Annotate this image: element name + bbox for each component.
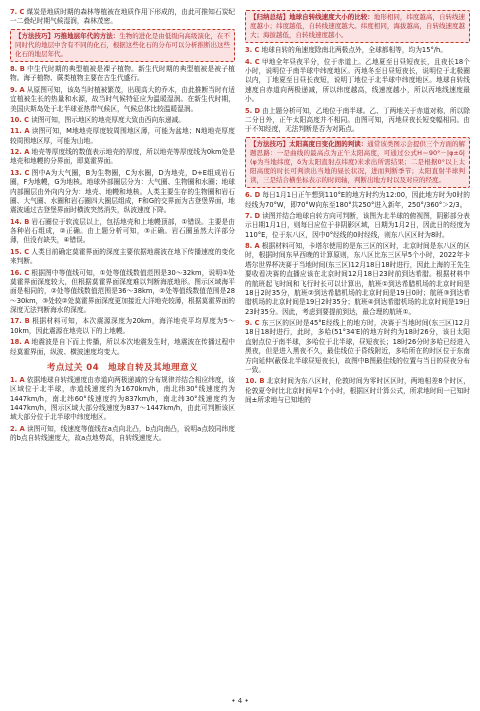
answer-explanation: 依据地球自转线速度由赤道向两极递减的分布规律并结合相应纬度，该区域位于北半球，赤道线速度约为1670km/h，南北纬30°线速度约为1447km/h，南北纬60°线速度约为837km/h，南北纬30°线速度约为1447km/h，图示区域大部分线速度为837～1447km/h，由此可判断该区域大部分位于北半球中纬度地区。 bbox=[10, 375, 235, 422]
answer-explanation: 煤炭是地质时期的森林等植被在地质作用下形成的，由此可推知石炭纪一二叠纪时期气候湿润，森林茂密。 bbox=[10, 8, 235, 26]
answer-explanation: 读图并结合地球自转方向可判断，该图为北半球的俯视图，阴影部分表示日期1月1日，则每日应位于非阴影区域，日期为1月2日，因此日的经度为110°E，位于东八区，因中0°经线的0时经线，则东八区区时为8时。 bbox=[245, 211, 470, 239]
answer-item bbox=[10, 376, 235, 423]
answer-explanation: 读图可知，图示地区的地壳厚度大致由西向东递减。 bbox=[31, 115, 185, 124]
answer-number: 10. C bbox=[10, 115, 30, 124]
answer-explanation: 甲地全年昼夜平分，位于赤道上。乙地夏至日昼短夜长，且夜长18个小时，说明位于南半球中纬度地区。丙地冬至日昼短夜长，说明位于北极圈以内，丁地夏至日昼长夜短，说明丁地位于北半球中纬度地区。地球自转线速度自赤道向两极递减，所以纬度越高，线速度越小，所以丙地线速度最小。 bbox=[245, 57, 470, 104]
tip-text: 地形相同，纬度越高，自转线速度越小；纬度越低，自转线速度越大。纬度相同，海拔越高，自转线速度越大；海拔越低，自转线速度越小。 bbox=[250, 13, 465, 40]
tip-box bbox=[10, 29, 235, 62]
answer-explanation: 北京时间为东八区时，伦敦时间为零时区区时，两地相差8个时区，伦敦夏令时比北京时间早1个小时，根据区时计算公式，所求地时间一已知时间±所求地与已知地的 bbox=[245, 377, 470, 404]
answer-number: 1. A bbox=[10, 375, 25, 384]
answer-item bbox=[10, 65, 235, 84]
answer-explanation: 中生代时期的典型植被是裸子植物。新生代时期的典型植被是被子植物。海子植物、蕨类植物主要在古生代盛行。 bbox=[10, 65, 235, 83]
answer-explanation: 图中A为大气圈，B为生物圈，C为水圈，D为地壳，D+E组成岩石圈，F为地幔，G为地核。地球外部圈层分为：大气圈、生物圈和水圈；地球内部圈层由外向内分为：地壳、地幔和地核。人类主要生存的生物圈和岩石圈、大气圈、水圈和岩石圈四大圈层组成，F和G的交界面为古登堡界面，地震波通过古登堡界面时横波突然消失，纵波速度下降。 bbox=[10, 168, 235, 215]
answer-number: 8. B bbox=[10, 65, 25, 74]
answer-number: 11. A bbox=[10, 127, 30, 136]
answer-explanation: 读图可知，M地地壳厚度较周围地区薄，可能为盆地；N地地壳厚度较周围地区厚，可能为山地。 bbox=[10, 127, 235, 145]
answer-number: 9. A bbox=[10, 85, 25, 94]
answer-explanation: 地球自转的角速度除南北两极点外，全球都相等，均为15°/h。 bbox=[261, 46, 447, 55]
answer-explanation: 岩石圈位于软流层以上，包括地壳和上地幔顶部，①错误。主要是由各种岩石组成，②正确。由上题分析可知，③正确。岩石圈虽然大洋部分薄，但没有缺失，④错误。 bbox=[10, 217, 235, 245]
answer-item bbox=[10, 148, 235, 167]
answer-item bbox=[245, 319, 470, 375]
answer-number: 7. C bbox=[10, 8, 25, 16]
answer-item bbox=[245, 58, 470, 105]
answer-item bbox=[10, 116, 235, 125]
answer-explanation: 地壳等厚度线的数值表示地壳的厚度，所以地壳等厚度线为0km处是地壳和地幔的分界面，即莫霍界面。 bbox=[10, 148, 235, 166]
tip-box bbox=[245, 137, 470, 188]
two-column-layout bbox=[10, 8, 470, 696]
section-heading: 考点过关 04 地球自转及其地理意义 bbox=[46, 362, 199, 373]
right-column bbox=[245, 8, 470, 696]
answer-number: 14. B bbox=[10, 217, 30, 226]
answer-item bbox=[245, 107, 470, 135]
answer-number: 10. B bbox=[245, 377, 265, 386]
answer-number: 13. C bbox=[10, 168, 30, 177]
answer-explanation: 地震波是自下而上传播，所以本次地震发生时，地震波在传播过程中经莫霍界面，纵波、横波速度均变大。 bbox=[10, 338, 235, 356]
tip-title: 【归纳总结】地球自转线速度大小的比较： bbox=[250, 13, 374, 21]
answer-number: 5. D bbox=[245, 106, 261, 115]
answer-explanation: 读图可知，线速度等值线在a点向北凸，b点向南凸，说明a点较同纬度的b点自转线速度大，故a点地势高，自转线速度大。 bbox=[10, 424, 235, 443]
answer-number: 8. A bbox=[245, 242, 260, 250]
answer-number: 3. C bbox=[245, 46, 260, 55]
answer-explanation: 根据材料可知，卡塔尔使用的是东三区的区时，北京时间是东八区的区时，根据时间东早西晚的计算原则，东八区比东三区早5个小时，2022年卡塔尔世界杯决赛于当地时间(东三区)12月18日18时进行，因此上海的王先生要收看决赛的直播应该在北京时间12月18日23时前到达希腊。根据材料中的航班起飞时间和飞行时长可以计算出，航班①到达希腊机场的北京时间是18日2时35分，航班②到达希腊机场的北京时间是19日0时；航班③到达希腊机场的北京时间是19日2时35分；航班④到达希腊机场的北京时间是19日23时35分。因此，考虑到要提前到达，最合理的航班①。 bbox=[245, 242, 470, 316]
answer-item bbox=[245, 377, 470, 405]
answer-number: 12. A bbox=[10, 148, 30, 157]
answer-item bbox=[10, 425, 235, 444]
answer-item bbox=[10, 269, 235, 316]
answer-explanation: 根据材料可知，本次震源深度为20km，海洋地壳平均厚度为5～10km，因此震源在地壳以下的上地幔。 bbox=[10, 317, 235, 335]
answer-number: 4. C bbox=[245, 57, 260, 66]
left-column bbox=[10, 8, 235, 696]
page-number: • 4 • bbox=[231, 697, 249, 705]
answer-item bbox=[10, 8, 235, 27]
answer-explanation: 根据图中等值线可知，①处等值线数值范围是30～32km，说明①处莫霍界面深度较大，但根据莫霍界面深度难以判断海底地形。图示区域海平面是相同的，②处等值线数值范围是36～38km，②处等值线数值范围是28～30km，③处较②处莫霍界面深度更加接近大洋地壳较薄，根据莫霍界面的深度无法判断海水的深度。 bbox=[10, 268, 235, 315]
tip-text: 通常该类图示会提供三个方面的解题思路：一是曲线的最高点为正午太阳高度，可通过公式H＝90°－|φ±δ|(φ为当地纬度，δ为太阳直射点纬度)来求出所需结果；二是根据0°以上太阳高度的时长可判读出当地的昼长状况，进而判断季节；太阳直射半球判读，三是结合横坐标表示的时间轴，判断出地方时以及对应的经度。 bbox=[250, 139, 465, 185]
answer-item bbox=[10, 248, 235, 267]
answer-explanation: 人类目前确定莫霍界面的深度主要依据地震波在地下传播速度的变化来判断。 bbox=[10, 247, 235, 266]
answer-number: 2. A bbox=[10, 424, 25, 433]
answer-number: 17. B bbox=[10, 317, 30, 326]
tip-title: 【方法技巧】太阳高度日变化图的判读： bbox=[250, 139, 368, 148]
tip-text: 生物的进化是由低级向高级演化，在不同时代的地层中含有不同的化石，根据这些化石的分布可以分析推断出这些化石的地层年代。 bbox=[15, 31, 230, 58]
tip-box bbox=[245, 10, 470, 43]
answer-item bbox=[10, 86, 235, 114]
answer-item bbox=[10, 218, 235, 246]
answer-item bbox=[10, 338, 235, 357]
answer-item bbox=[10, 127, 235, 146]
answer-number: 6. D bbox=[245, 191, 261, 200]
answer-item bbox=[10, 169, 235, 216]
answer-item bbox=[245, 212, 470, 240]
answer-number: 15. C bbox=[10, 247, 30, 256]
answer-number: 18. A bbox=[10, 338, 30, 347]
answer-number: 7. D bbox=[245, 211, 261, 220]
answer-number: 9. C bbox=[245, 319, 260, 327]
answer-item bbox=[245, 191, 470, 210]
answer-explanation: 从原图可知，该岛当时植被繁茂，出现高大的乔木，由此推断当时有适宜植被生长的热量和水源，故当时气候特征应为温暖湿润。在新生代时期，美国庆斯岛处于北半球亚热带气候区，气候总体比较温暖湿润。 bbox=[10, 85, 235, 113]
answer-item bbox=[245, 242, 470, 317]
answer-number: 16. C bbox=[10, 268, 30, 277]
answer-item bbox=[10, 317, 235, 336]
answer-explanation: 每日1月1日正午想到110°E的地方时约为12:00，因此地方时为0时的经线为70°W，即70°W向东至180°共250°进入新年，250°/360°＞2/3。 bbox=[245, 191, 470, 209]
answer-explanation: 东三区的区时是45°E经线上的地方时，决赛于当地时间(东三区)12月18日18时进行，此时，多哈(51°34′E)的地方时约为18时26分，该日太阳直射点位于南半球，多哈位于北半球，昼短夜长；18时26分时多哈已经进入黑夜，但是进入黑夜不久，最佳线位于昏线附近，多哈所在的时区位于东南方向延伸(蔽保北半球昼短夜长)，故图中B图最佳线的位置与当日的昼夜分布一致。 bbox=[245, 319, 470, 374]
answer-explanation: 由上题分析可知，乙地位于南半球。乙、丁两地关于赤道对称，所以除二分日外，正午太阳高度并不相同。由图可知，丙地昼夜长短变幅相同。由于不知经度，无法判断是否为对跖点。 bbox=[245, 106, 470, 134]
tip-title: 【方法技巧】巧推地层年代的方法： bbox=[15, 31, 120, 40]
answer-item bbox=[245, 46, 470, 55]
